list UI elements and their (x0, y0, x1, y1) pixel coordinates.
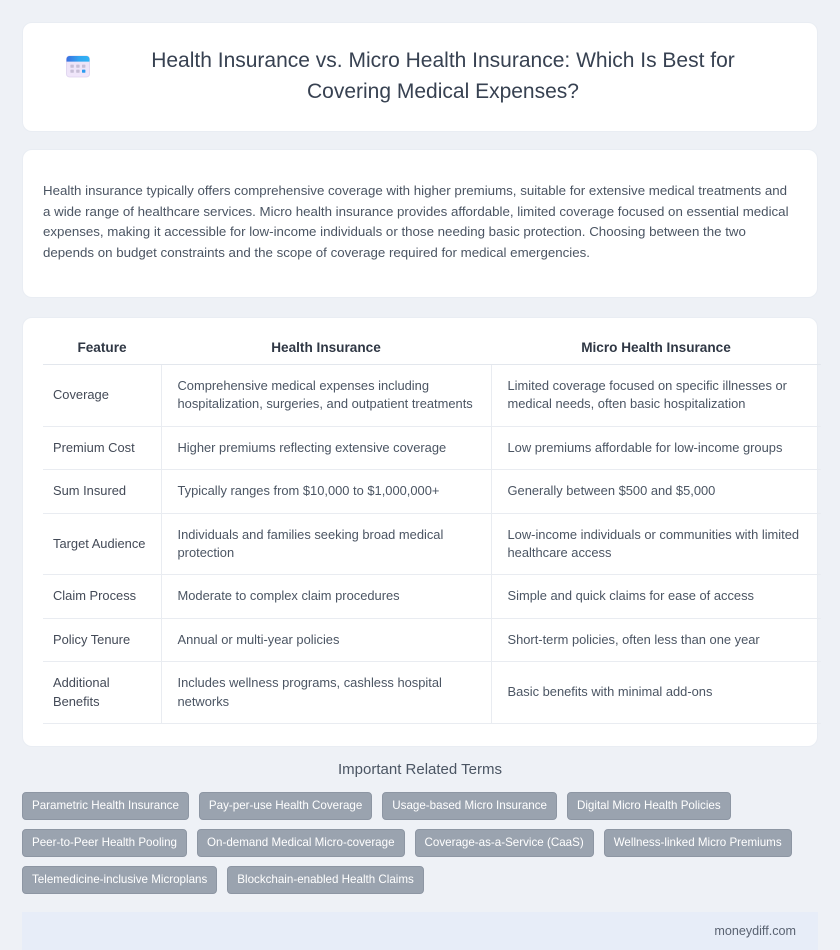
table-row (43, 470, 821, 513)
calendar-icon (63, 52, 93, 82)
related-term-tag[interactable]: Telemedicine-inclusive Microplans (22, 866, 217, 894)
related-terms-list (22, 792, 818, 894)
row-value-health-insurance: Includes wellness programs, cashless hospital networks (161, 662, 491, 724)
related-term-tag[interactable]: Usage-based Micro Insurance (382, 792, 557, 820)
footer-bar (22, 912, 818, 950)
related-terms-title: Important Related Terms (338, 761, 502, 779)
row-value-micro-health-insurance: Basic benefits with minimal add-ons (491, 662, 821, 724)
row-value-micro-health-insurance: Generally between $500 and $5,000 (491, 470, 821, 513)
row-value-micro-health-insurance: Limited coverage focused on specific illnesses or medical needs, often basic hospitalization (491, 364, 821, 426)
table-header-row (43, 332, 821, 365)
row-feature-label: Policy Tenure (43, 618, 161, 661)
row-value-health-insurance: Annual or multi-year policies (161, 618, 491, 661)
row-value-micro-health-insurance: Low-income individuals or communities with limited healthcare access (491, 513, 821, 575)
column-header-micro-health-insurance: Micro Health Insurance (491, 332, 821, 365)
row-feature-label: Target Audience (43, 513, 161, 575)
table-row (43, 364, 821, 426)
comparison-table-card (22, 317, 818, 747)
row-feature-label: Coverage (43, 364, 161, 426)
site-name: moneydiff.com (714, 924, 796, 939)
related-term-tag[interactable]: Coverage-as-a-Service (CaaS) (415, 829, 594, 857)
row-value-health-insurance: Higher premiums reflecting extensive coverage (161, 426, 491, 469)
row-feature-label: Sum Insured (43, 470, 161, 513)
row-value-micro-health-insurance: Simple and quick claims for ease of access (491, 575, 821, 618)
table-row (43, 513, 821, 575)
column-header-health-insurance: Health Insurance (161, 332, 491, 365)
comparison-table (43, 332, 821, 724)
related-terms-section (22, 761, 818, 894)
row-value-micro-health-insurance: Low premiums affordable for low-income groups (491, 426, 821, 469)
table-row (43, 662, 821, 724)
related-term-tag[interactable]: Digital Micro Health Policies (567, 792, 731, 820)
title-card (22, 22, 818, 132)
row-feature-label: Additional Benefits (43, 662, 161, 724)
row-value-health-insurance: Individuals and families seeking broad medical protection (161, 513, 491, 575)
summary-card (22, 149, 818, 298)
related-term-tag[interactable]: Pay-per-use Health Coverage (199, 792, 372, 820)
related-term-tag[interactable]: Wellness-linked Micro Premiums (604, 829, 792, 857)
row-value-micro-health-insurance: Short-term policies, often less than one year (491, 618, 821, 661)
row-value-health-insurance: Comprehensive medical expenses including hospitalization, surgeries, and outpatient treatments (161, 364, 491, 426)
related-term-tag[interactable]: Peer-to-Peer Health Pooling (22, 829, 187, 857)
related-term-tag[interactable]: On-demand Medical Micro-coverage (197, 829, 405, 857)
related-term-tag[interactable]: Parametric Health Insurance (22, 792, 189, 820)
table-row (43, 618, 821, 661)
table-head (43, 332, 821, 365)
related-term-tag[interactable]: Blockchain-enabled Health Claims (227, 866, 424, 894)
table-row (43, 426, 821, 469)
row-feature-label: Claim Process (43, 575, 161, 618)
table-body (43, 364, 821, 723)
row-value-health-insurance: Moderate to complex claim procedures (161, 575, 491, 618)
table-row (43, 575, 821, 618)
column-header-feature: Feature (43, 332, 161, 365)
row-value-health-insurance: Typically ranges from $10,000 to $1,000,000+ (161, 470, 491, 513)
row-feature-label: Premium Cost (43, 426, 161, 469)
summary-text: Health insurance typically offers comprehensive coverage with higher premiums, suitable for extensive medical treatments and a wide range of healthcare services. Micro health insurance provides affordable, limited coverage focused on essential medical expenses, making it accessible for low-income individuals or those needing basic protection. Choosing between the two depends on budget constraints and the scope of coverage required for medical emergencies. (43, 183, 789, 261)
page-title: Health Insurance vs. Micro Health Insurance: Which Is Best for Covering Medical Expenses? (151, 49, 735, 103)
